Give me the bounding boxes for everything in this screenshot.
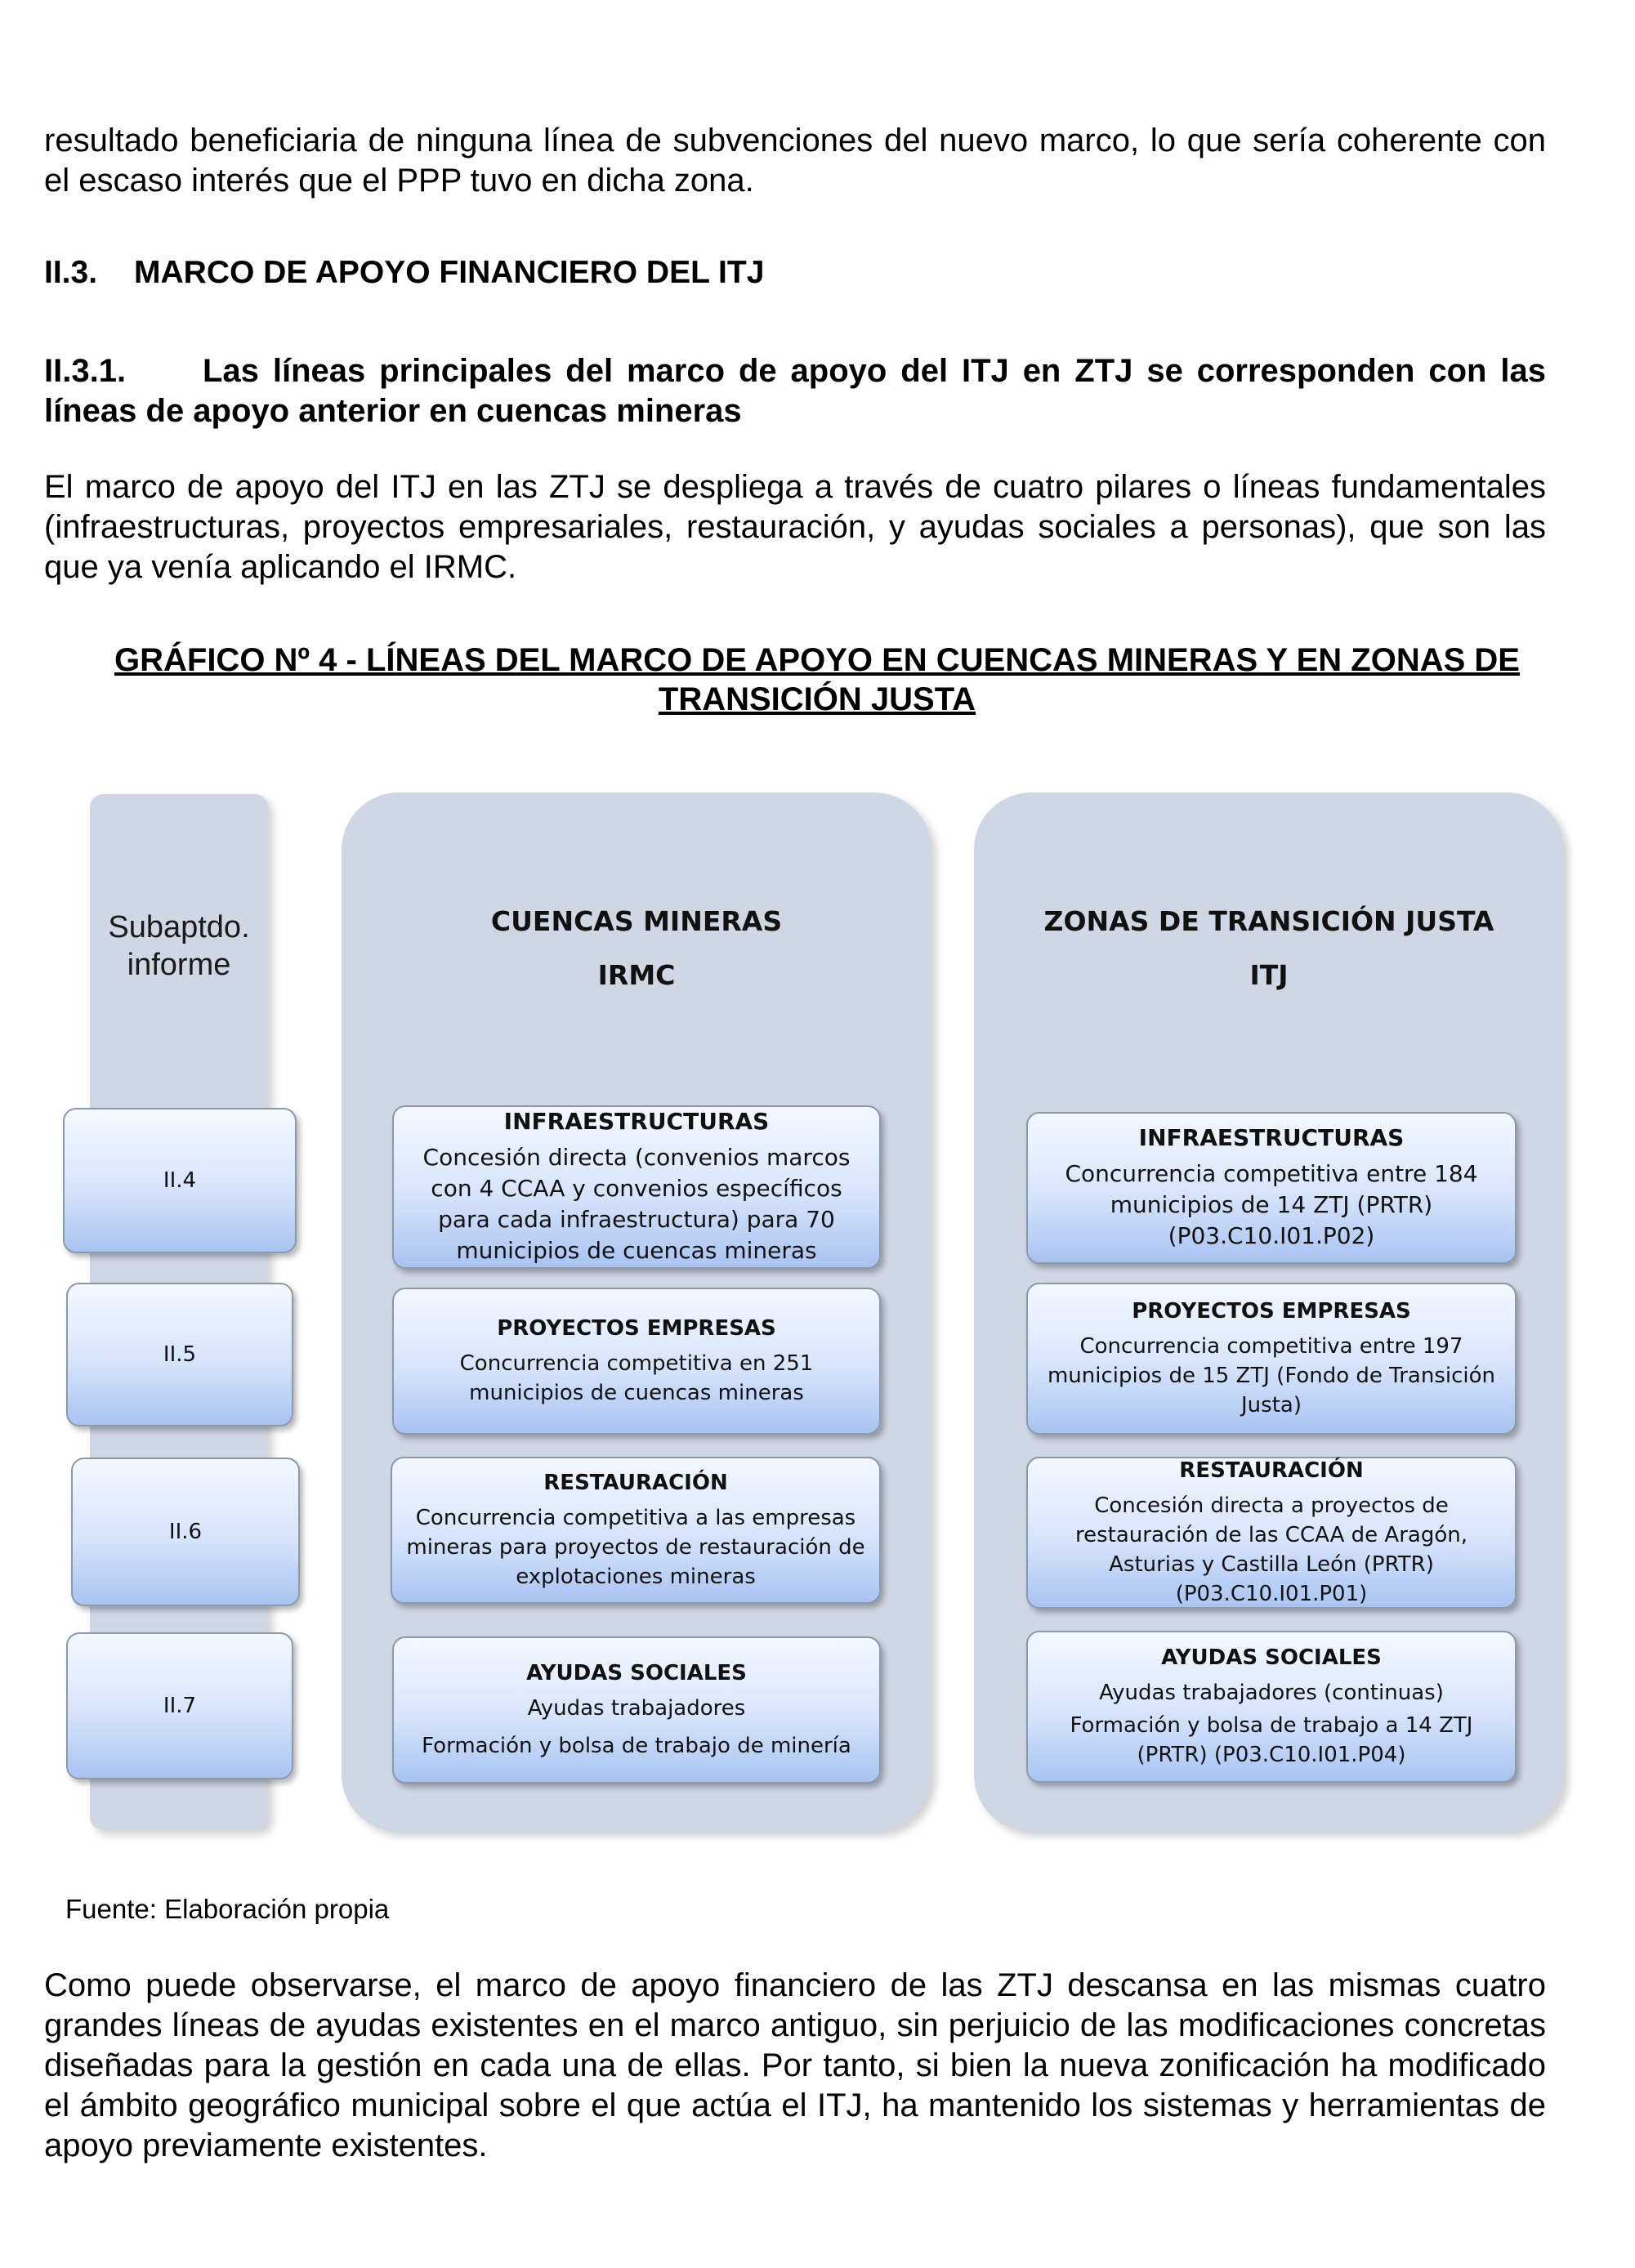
box-text: Concesión directa (convenios marcos con 4 CCAA y convenios específicos para cada infraestructura) para 70 municipios de cuencas mineras: [422, 1144, 851, 1264]
subsection-number: II.3.1.: [44, 353, 127, 389]
section-number: II.3.: [44, 255, 98, 290]
cuencas-title-line1: CUENCAS MINERAS: [490, 905, 783, 937]
ztj-box-restauracion: [1026, 1457, 1517, 1609]
box-title: AYUDAS SOCIALES: [526, 1661, 747, 1685]
ztj-title: [974, 895, 1564, 1002]
cuencas-box-restauracion: [391, 1457, 881, 1604]
box-text: Concurrencia competitiva entre 184 municipios de 14 ZTJ (PRTR) (P03.C10.I01.P02): [1065, 1160, 1478, 1249]
sub-item-label: II.5: [163, 1342, 197, 1367]
intro-paragraph: resultado beneficiaria de ninguna línea de subvenciones del nuevo marco, lo que sería coherente con el escaso interés que el PPP tuvo en dicha zona.: [44, 123, 1546, 199]
sub-item-label: II.4: [163, 1168, 197, 1193]
paragraph-2: Como puede observarse, el marco de apoyo financiero de las ZTJ descansa en las mismas cuatro grandes líneas de ayudas existentes en el marco antiguo, sin perjuicio de las modificaciones concretas diseñadas para la gestión en cada una de ellas. Por tanto, si bien la nueva zonificación ha modificado el ámbito geográfico municipal sobre el que actúa el ITJ, ha mantenido los sistemas y herramientas de apoyo previamente existentes.: [44, 1967, 1546, 2163]
section-heading: [44, 255, 764, 291]
ztj-box-ayudas-sociales: [1026, 1631, 1517, 1783]
cuencas-box-infraestructuras: [392, 1105, 881, 1269]
subsection-heading: [44, 351, 1546, 431]
cuencas-box-ayudas-sociales: [392, 1636, 881, 1784]
sub-column-title: [90, 909, 268, 984]
box-text: Formación y bolsa de trabajo a 14 ZTJ (PRTR) (P03.C10.I01.P04): [1070, 1713, 1473, 1767]
box-title: INFRAESTRUCTURAS: [1138, 1124, 1405, 1151]
cuencas-title-line2: IRMC: [597, 959, 676, 991]
figure-source: Fuente: Elaboración propia: [65, 1894, 390, 1924]
ztj-title-line2: ITJ: [1249, 959, 1289, 991]
box-text: Ayudas trabajadores: [527, 1696, 746, 1721]
box-text: Concurrencia competitiva a las empresas mineras para proyectos de restauración de explotaciones mineras: [406, 1506, 865, 1589]
box-title: INFRAESTRUCTURAS: [503, 1108, 770, 1135]
sub-item-box: [66, 1632, 293, 1779]
figure-title: GRÁFICO Nº 4 - LÍNEAS DEL MARCO DE APOYO EN CUENCAS MINERAS Y EN ZONAS DE TRANSICIÓN JUSTA: [114, 642, 1520, 717]
box-title: RESTAURACIÓN: [1179, 1458, 1364, 1483]
box-text: Concurrencia competitiva entre 197 municipios de 15 ZTJ (Fondo de Transición Justa): [1047, 1334, 1496, 1418]
box-title: PROYECTOS EMPRESAS: [497, 1316, 776, 1341]
sub-item-label: II.7: [163, 1694, 197, 1718]
box-text: Ayudas trabajadores (continuas): [1099, 1681, 1444, 1705]
ztj-box-proyectos-empresas: [1026, 1283, 1517, 1435]
cuencas-box-proyectos-empresas: [392, 1288, 881, 1435]
box-title: AYUDAS SOCIALES: [1161, 1645, 1382, 1670]
section-title: MARCO DE APOYO FINANCIERO DEL ITJ: [134, 255, 765, 290]
sub-item-box: [71, 1458, 300, 1606]
box-text: Formación y bolsa de trabajo de minería: [422, 1734, 851, 1758]
sub-item-box: [63, 1108, 297, 1253]
sub-column-title-line1: Subaptdo.: [108, 910, 250, 944]
subsection-title: Las líneas principales del marco de apoyo del ITJ en ZTJ se corresponden con las líneas de apoyo anterior en cuencas mineras: [44, 353, 1546, 429]
sub-item-box: [66, 1283, 293, 1426]
box-title: PROYECTOS EMPRESAS: [1132, 1299, 1411, 1324]
ztj-title-line1: ZONAS DE TRANSICIÓN JUSTA: [1043, 905, 1494, 937]
box-text: Concurrencia competitiva en 251 municipios de cuencas mineras: [459, 1351, 814, 1405]
cuencas-title: [342, 895, 931, 1002]
sub-item-label: II.6: [168, 1520, 203, 1544]
sub-column-title-line2: informe: [127, 948, 231, 982]
box-text: Concesión directa a proyectos de restauración de las CCAA de Aragón, Asturias y Castilla León (PRTR) (P03.C10.I01.P01): [1075, 1493, 1467, 1606]
box-title: RESTAURACIÓN: [543, 1471, 728, 1495]
paragraph-1: El marco de apoyo del ITJ en las ZTJ se despliega a través de cuatro pilares o líneas fundamentales (infraestructuras, proyectos empresariales, restauración, y ayudas sociales a personas), que son las que ya venía aplicando el IRMC.: [44, 469, 1546, 585]
ztj-box-infraestructuras: [1026, 1112, 1517, 1264]
